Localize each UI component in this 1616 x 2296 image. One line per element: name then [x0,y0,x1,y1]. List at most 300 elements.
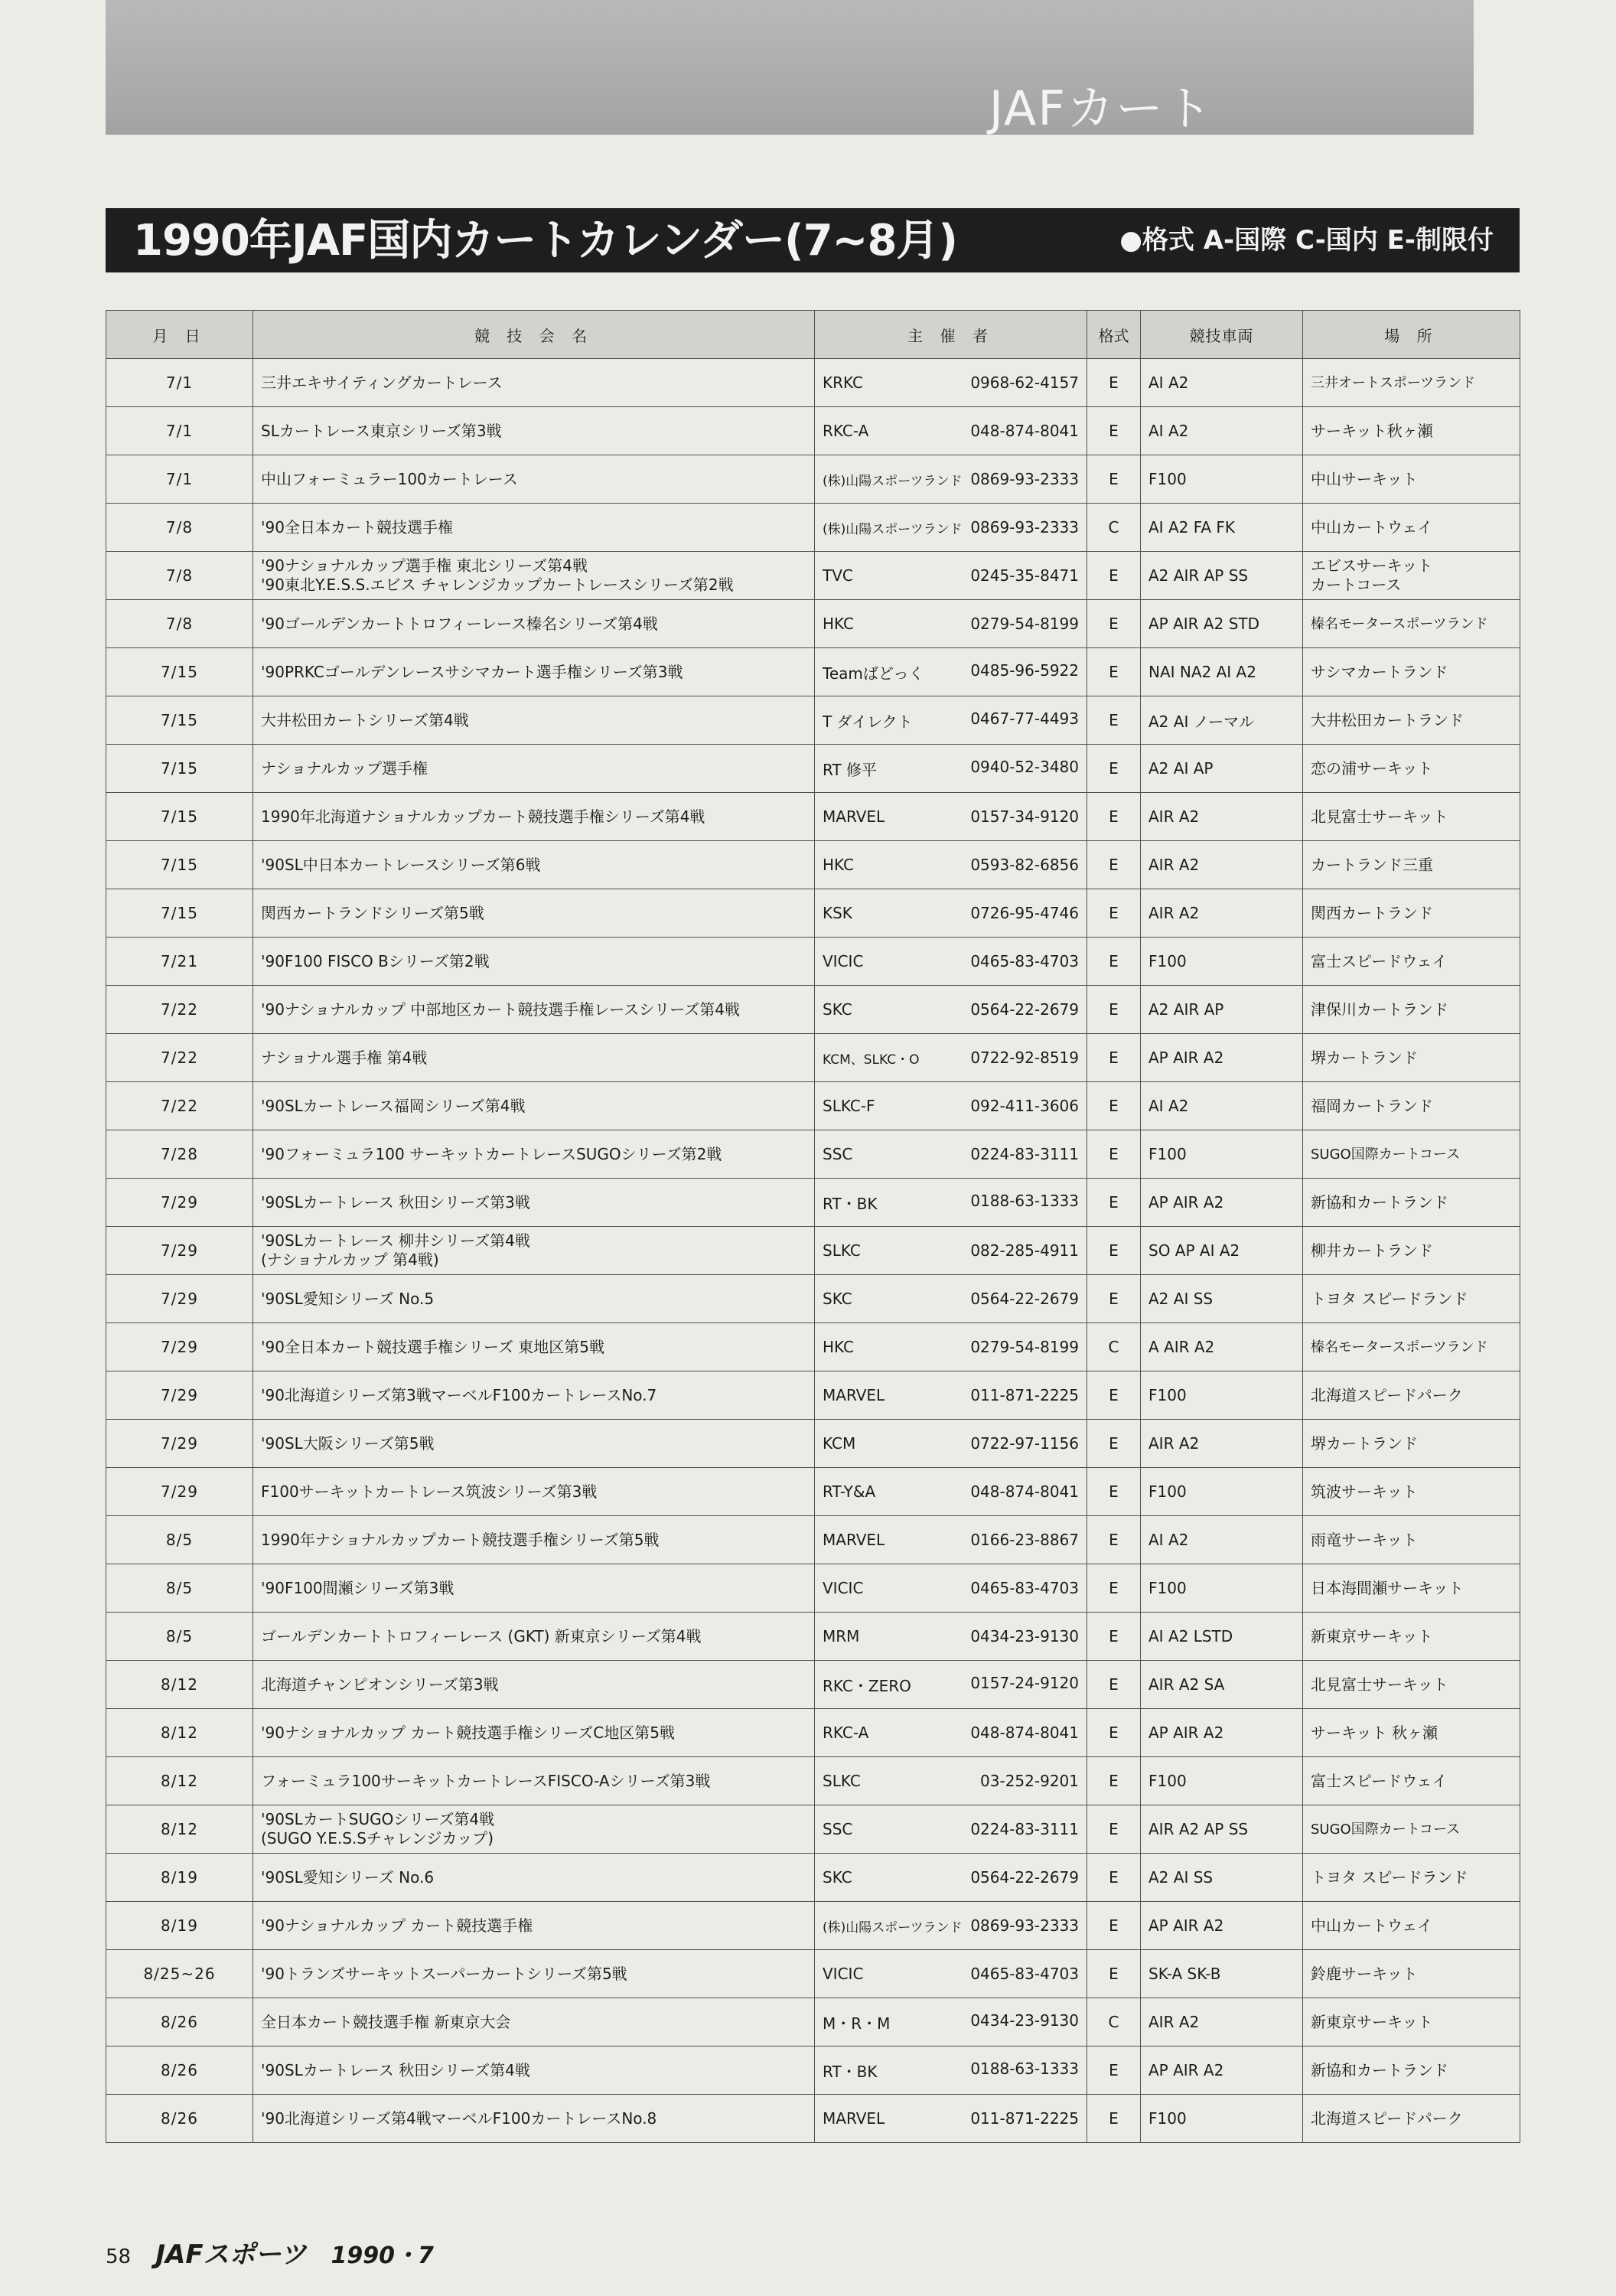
cell-format: E [1087,986,1141,1034]
cell-date: 8/12 [106,1805,253,1854]
table-row [106,986,1520,1034]
issue-date: 1990・7 [331,2242,434,2269]
organizer-phone: 0245-35-8471 [970,566,1079,585]
cell-vehicles: A2 AI SS [1141,1275,1303,1323]
event-name-line: '90SL中日本カートレースシリーズ第6戦 [261,855,541,874]
table-row [106,648,1520,696]
cell-venue [1303,552,1520,600]
venue-line: 津保川カートランド [1311,1000,1448,1019]
venue-line: サシマカートランド [1311,662,1448,681]
venue-line: 新東京サーキット [1311,1626,1433,1645]
header-venue: 場 所 [1303,311,1520,359]
table-row [106,793,1520,841]
cell-venue [1303,1082,1520,1130]
organizer-name: (株)山陽スポーツランド [823,1919,963,1936]
cell-vehicles: F100 [1141,1564,1303,1613]
organizer-phone: 0869-93-2333 [970,469,1079,488]
cell-date: 8/5 [106,1516,253,1564]
venue-line: SUGO国際カートコース [1311,1146,1461,1163]
organizer-phone: 0188-63-1333 [970,2059,1079,2078]
cell-vehicles: AP AIR A2 [1141,1902,1303,1950]
cell-vehicles: F100 [1141,938,1303,986]
organizer-phone: 0722-97-1156 [970,1434,1079,1453]
event-name-line: 全日本カート競技選手権 新東京大会 [261,2012,511,2031]
organizer-phone: 0188-63-1333 [970,1191,1079,1210]
table-row [106,504,1520,552]
organizer-name: VICIC [823,952,864,970]
organizer-phone: 0166-23-8867 [970,1531,1079,1549]
cell-date: 7/29 [106,1371,253,1420]
event-name-line: 中山フォーミュラー100カートレース [261,469,518,488]
cell-vehicles: AP AIR A2 STD [1141,600,1303,648]
cell-format: E [1087,696,1141,745]
cell-date: 7/15 [106,889,253,938]
event-name-line: ナショナル選手権 第4戦 [261,1048,428,1067]
cell-vehicles: AP AIR A2 [1141,2047,1303,2095]
cell-vehicles: AI A2 LSTD [1141,1613,1303,1661]
event-name-line: 1990年ナショナルカップカート競技選手権シリーズ第5戦 [261,1530,660,1549]
format-legend: ●格式 A-国際 C-国内 E-制限付 [1119,225,1494,256]
organizer-name: KCM [823,1434,856,1453]
cell-format: E [1087,455,1141,504]
cell-vehicles: AIR A2 SA [1141,1661,1303,1709]
venue-line: 北見富士サーキット [1311,1675,1448,1694]
venue-line: 大井松田カートランド [1311,710,1464,729]
event-name-line: F100サーキットカートレース筑波シリーズ第3戦 [261,1482,598,1501]
cell-organizer [815,1757,1087,1805]
cell-format: E [1087,1468,1141,1516]
race-calendar-table [106,310,1520,2143]
cell-organizer [815,986,1087,1034]
cell-organizer [815,359,1087,407]
cell-date: 7/15 [106,745,253,793]
venue-line: 堺カートランド [1311,1048,1418,1067]
table-row [106,1323,1520,1371]
cell-event-name [253,841,815,889]
cell-format: E [1087,359,1141,407]
venue-line: 中山カートウェイ [1311,517,1433,536]
organizer-name: MARVEL [823,1531,885,1549]
event-name-line: 三井エキサイティングカートレース [261,373,503,392]
table-row [106,889,1520,938]
cell-event-name [253,1516,815,1564]
organizer-phone: 0157-24-9120 [970,1673,1079,1692]
venue-line: 柳井カートランド [1311,1241,1433,1260]
table-row [106,696,1520,745]
cell-date: 7/8 [106,600,253,648]
organizer-name: RKC-A [823,1724,869,1742]
cell-venue [1303,1902,1520,1950]
event-name-line: '90ナショナルカップ カート競技選手権シリーズC地区第5戦 [261,1723,675,1742]
cell-date: 7/15 [106,696,253,745]
event-name-line: '90F100 FISCO Bシリーズ第2戦 [261,951,490,970]
cell-date: 7/22 [106,1082,253,1130]
venue-line: 福岡カートランド [1311,1096,1433,1115]
cell-date: 7/21 [106,938,253,986]
venue-line: 新東京サーキット [1311,2012,1433,2031]
organizer-phone: 0869-93-2333 [970,517,1079,536]
cell-vehicles: AI A2 [1141,1082,1303,1130]
event-name-line: '90ナショナルカップ選手権 東北シリーズ第4戦 [261,556,588,575]
cell-format: E [1087,841,1141,889]
cell-vehicles: AIR A2 [1141,889,1303,938]
cell-date: 7/15 [106,793,253,841]
cell-date: 7/29 [106,1275,253,1323]
cell-format: E [1087,2047,1141,2095]
cell-organizer [815,1805,1087,1854]
organizer-name: (株)山陽スポーツランド [823,521,963,537]
cell-event-name [253,2047,815,2095]
venue-line: 新協和カートランド [1311,1192,1448,1212]
event-name-line: フォーミュラ100サーキットカートレースFISCO-Aシリーズ第3戦 [261,1771,711,1790]
page-number: 58 [106,2245,132,2268]
table-row [106,1420,1520,1468]
organizer-name: MRM [823,1627,860,1645]
cell-format: E [1087,1082,1141,1130]
venue-line: 関西カートランド [1311,903,1433,922]
cell-vehicles: AP AIR A2 [1141,1709,1303,1757]
cell-venue [1303,1613,1520,1661]
event-name-line: '90SLカートSUGOシリーズ第4戦 [261,1810,495,1828]
venue-line: 堺カートランド [1311,1433,1418,1453]
organizer-name: M・R・M [823,2014,891,2033]
cell-venue [1303,2047,1520,2095]
cell-vehicles: AIR A2 [1141,1420,1303,1468]
venue-line: 新協和カートランド [1311,2060,1448,2079]
organizer-name: HKC [823,1338,855,1356]
cell-date: 8/19 [106,1854,253,1902]
event-name-line: '90全日本カート競技選手権シリーズ 東地区第5戦 [261,1337,605,1356]
cell-date: 7/8 [106,552,253,600]
cell-event-name [253,1371,815,1420]
cell-date: 8/25~26 [106,1950,253,1998]
cell-vehicles: AP AIR A2 [1141,1034,1303,1082]
organizer-phone: 0224-83-3111 [970,1145,1079,1163]
cell-vehicles: F100 [1141,1757,1303,1805]
cell-vehicles: A2 AI AP [1141,745,1303,793]
organizer-phone: 048-874-8041 [970,1724,1079,1742]
venue-line: 中山カートウェイ [1311,1916,1433,1935]
cell-date: 7/28 [106,1130,253,1179]
organizer-phone: 0869-93-2333 [970,1916,1079,1935]
cell-organizer [815,1564,1087,1613]
venue-line: 富士スピードウェイ [1311,1771,1448,1790]
cell-format: E [1087,1902,1141,1950]
cell-format: C [1087,1323,1141,1371]
cell-vehicles: F100 [1141,2095,1303,2143]
table-row [106,1709,1520,1757]
venue-line: カートランド三重 [1311,855,1433,874]
cell-date: 8/19 [106,1902,253,1950]
cell-event-name [253,1661,815,1709]
cell-vehicles: AI A2 [1141,407,1303,455]
cell-organizer [815,696,1087,745]
cell-venue [1303,359,1520,407]
cell-venue [1303,1420,1520,1468]
venue-line: サーキット 秋ヶ瀬 [1311,1723,1438,1742]
table-row [106,2047,1520,2095]
cell-venue [1303,1805,1520,1854]
cell-venue [1303,745,1520,793]
organizer-phone: 0726-95-4746 [970,904,1079,922]
cell-date: 7/29 [106,1468,253,1516]
cell-format: E [1087,1757,1141,1805]
cell-format: E [1087,1179,1141,1227]
organizer-name: RT 修平 [823,760,878,779]
organizer-name: VICIC [823,1965,864,1983]
cell-vehicles: A2 AI SS [1141,1854,1303,1902]
cell-vehicles: AI A2 [1141,1516,1303,1564]
cell-format: E [1087,1420,1141,1468]
organizer-phone: 0593-82-6856 [970,856,1079,874]
cell-organizer [815,1227,1087,1275]
organizer-phone: 011-871-2225 [970,1386,1079,1404]
cell-date: 7/1 [106,359,253,407]
organizer-name: RT・BK [823,1194,878,1213]
venue-line: サーキット秋ヶ瀬 [1311,421,1433,440]
cell-venue [1303,1130,1520,1179]
organizer-phone: 0434-23-9130 [970,1627,1079,1645]
cell-organizer [815,455,1087,504]
event-name-line-2: '90東北Y.E.S.S.エビス チャレンジカップカートレースシリーズ第2戦 [261,576,734,594]
cell-format: E [1087,745,1141,793]
cell-date: 7/22 [106,1034,253,1082]
event-name-line: 北海道チャンピオンシリーズ第3戦 [261,1675,499,1694]
cell-vehicles: AI A2 FA FK [1141,504,1303,552]
organizer-phone: 0157-34-9120 [970,807,1079,826]
cell-venue [1303,1661,1520,1709]
cell-date: 7/29 [106,1323,253,1371]
venue-line: 恋の浦サーキット [1311,758,1433,778]
cell-organizer [815,1371,1087,1420]
venue-line: 日本海間瀬サーキット [1311,1578,1464,1597]
table-row [106,359,1520,407]
cell-venue [1303,1034,1520,1082]
cell-venue [1303,1757,1520,1805]
table-row [106,1275,1520,1323]
cell-venue [1303,938,1520,986]
cell-event-name [253,793,815,841]
cell-date: 7/15 [106,648,253,696]
cell-event-name [253,1950,815,1998]
cell-event-name [253,1613,815,1661]
cell-date: 8/5 [106,1613,253,1661]
cell-organizer [815,938,1087,986]
cell-vehicles: AI A2 [1141,359,1303,407]
organizer-name: KSK [823,904,852,922]
cell-format: E [1087,1275,1141,1323]
cell-organizer [815,1323,1087,1371]
cell-organizer [815,1854,1087,1902]
organizer-name: SSC [823,1145,853,1163]
organizer-phone: 0465-83-4703 [970,1579,1079,1597]
event-name-line: '90SL愛知シリーズ No.5 [261,1289,435,1308]
event-name-line: '90ナショナルカップ カート競技選手権 [261,1916,533,1935]
event-name-line: '90SLカートレース 柳井シリーズ第4戦 [261,1231,530,1250]
cell-format: E [1087,2095,1141,2143]
cell-venue [1303,1516,1520,1564]
table-row [106,841,1520,889]
organizer-phone: 0279-54-8199 [970,615,1079,633]
calendar-title-bar [106,208,1520,272]
cell-format: E [1087,1613,1141,1661]
header-date: 月 日 [106,311,253,359]
event-name-line: ゴールデンカートトロフィーレース (GKT) 新東京シリーズ第4戦 [261,1626,702,1645]
cell-vehicles: A2 AIR AP SS [1141,552,1303,600]
organizer-name: SKC [823,1290,852,1308]
table-row [106,938,1520,986]
cell-venue [1303,648,1520,696]
cell-event-name [253,1998,815,2047]
cell-organizer [815,1902,1087,1950]
cell-format: C [1087,504,1141,552]
cell-vehicles: A2 AIR AP [1141,986,1303,1034]
organizer-name: T ダイレクト [823,712,913,731]
cell-date: 7/15 [106,841,253,889]
organizer-phone: 011-871-2225 [970,2109,1079,2128]
cell-venue [1303,455,1520,504]
table-row [106,1613,1520,1661]
venue-line: 三井オートスポーツランド [1311,374,1476,391]
organizer-phone: 0224-83-3111 [970,1820,1079,1838]
cell-format: E [1087,1564,1141,1613]
cell-vehicles: F100 [1141,1468,1303,1516]
cell-organizer [815,841,1087,889]
cell-vehicles: AIR A2 [1141,841,1303,889]
table-row [106,1902,1520,1950]
organizer-phone: 0722-92-8519 [970,1048,1079,1067]
table-row [106,1082,1520,1130]
cell-venue [1303,1179,1520,1227]
cell-venue [1303,1998,1520,2047]
event-name-line: '90SLカートレース 秋田シリーズ第4戦 [261,2060,530,2079]
venue-line: 北海道スピードパーク [1311,2108,1463,2128]
event-name-line: '90北海道シリーズ第3戦マーベルF100カートレースNo.7 [261,1385,657,1404]
organizer-phone: 048-874-8041 [970,1482,1079,1501]
cell-event-name [253,745,815,793]
cell-event-name [253,504,815,552]
cell-venue [1303,1564,1520,1613]
cell-format: E [1087,1805,1141,1854]
cell-format: E [1087,889,1141,938]
cell-format: E [1087,1709,1141,1757]
organizer-name: RKC・ZERO [823,1676,911,1695]
table-row [106,745,1520,793]
table-row [106,1564,1520,1613]
cell-venue [1303,1709,1520,1757]
cell-event-name [253,407,815,455]
cell-date: 8/5 [106,1564,253,1613]
cell-event-name [253,1805,815,1854]
cell-date: 7/22 [106,986,253,1034]
cell-vehicles: AIR A2 [1141,1998,1303,2047]
venue-line: トヨタ スピードランド [1311,1867,1468,1887]
cell-format: E [1087,648,1141,696]
cell-format: E [1087,407,1141,455]
cell-venue [1303,696,1520,745]
organizer-name: KRKC [823,373,863,392]
cell-event-name [253,986,815,1034]
organizer-phone: 0465-83-4703 [970,1965,1079,1983]
cell-organizer [815,1130,1087,1179]
cell-event-name [253,2095,815,2143]
cell-format: E [1087,793,1141,841]
cell-venue [1303,841,1520,889]
organizer-name: RT-Y&A [823,1482,876,1501]
cell-vehicles: AP AIR A2 [1141,1179,1303,1227]
cell-format: E [1087,1034,1141,1082]
cell-venue [1303,1854,1520,1902]
cell-organizer [815,1950,1087,1998]
venue-line: 北海道スピードパーク [1311,1385,1463,1404]
cell-vehicles: SO AP AI A2 [1141,1227,1303,1275]
cell-date: 7/29 [106,1179,253,1227]
table-row [106,1854,1520,1902]
cell-event-name [253,1275,815,1323]
cell-vehicles: F100 [1141,1371,1303,1420]
cell-date: 7/1 [106,407,253,455]
cell-vehicles: SK-A SK-B [1141,1950,1303,1998]
organizer-name: SKC [823,1000,852,1019]
cell-organizer [815,1516,1087,1564]
cell-organizer [815,552,1087,600]
cell-venue [1303,1950,1520,1998]
event-name-line: SLカートレース東京シリーズ第3戦 [261,421,502,440]
cell-organizer [815,889,1087,938]
event-name-line: '90SL大阪シリーズ第5戦 [261,1433,435,1453]
cell-venue [1303,1323,1520,1371]
cell-event-name [253,1420,815,1468]
cell-organizer [815,1275,1087,1323]
cell-event-name [253,889,815,938]
organizer-name: RKC-A [823,422,869,440]
cell-venue [1303,1275,1520,1323]
cell-organizer [815,1420,1087,1468]
organizer-name: SKC [823,1868,852,1887]
section-banner [106,0,1474,135]
cell-vehicles: F100 [1141,1130,1303,1179]
cell-organizer [815,2095,1087,2143]
venue-line: 筑波サーキット [1311,1482,1418,1501]
cell-organizer [815,1034,1087,1082]
organizer-name: (株)山陽スポーツランド [823,473,963,489]
event-name-line-2: (ナショナルカップ 第4戦) [261,1251,439,1269]
event-name-line: '90F100間瀬シリーズ第3戦 [261,1578,454,1597]
cell-event-name [253,648,815,696]
header-event-name: 競 技 会 名 [253,311,815,359]
venue-line: 中山サーキット [1311,469,1418,488]
venue-line: 雨竜サーキット [1311,1530,1418,1549]
cell-organizer [815,1709,1087,1757]
table-row [106,1179,1520,1227]
cell-organizer [815,1082,1087,1130]
table-row [106,1950,1520,1998]
table-row [106,1998,1520,2047]
cell-organizer [815,745,1087,793]
cell-venue [1303,1468,1520,1516]
magazine-name: JAFスポーツ [155,2239,307,2270]
organizer-phone: 03-252-9201 [980,1772,1079,1790]
table-row [106,1516,1520,1564]
header-vehicles: 競技車両 [1141,311,1303,359]
organizer-phone: 0940-52-3480 [970,757,1079,776]
event-name-line: '90全日本カート競技選手権 [261,517,453,536]
table-row [106,1757,1520,1805]
cell-format: E [1087,1950,1141,1998]
cell-event-name [253,359,815,407]
event-name-line: '90PRKCゴールデンレースサシマカート選手権シリーズ第3戦 [261,662,683,681]
organizer-name: SSC [823,1820,853,1838]
